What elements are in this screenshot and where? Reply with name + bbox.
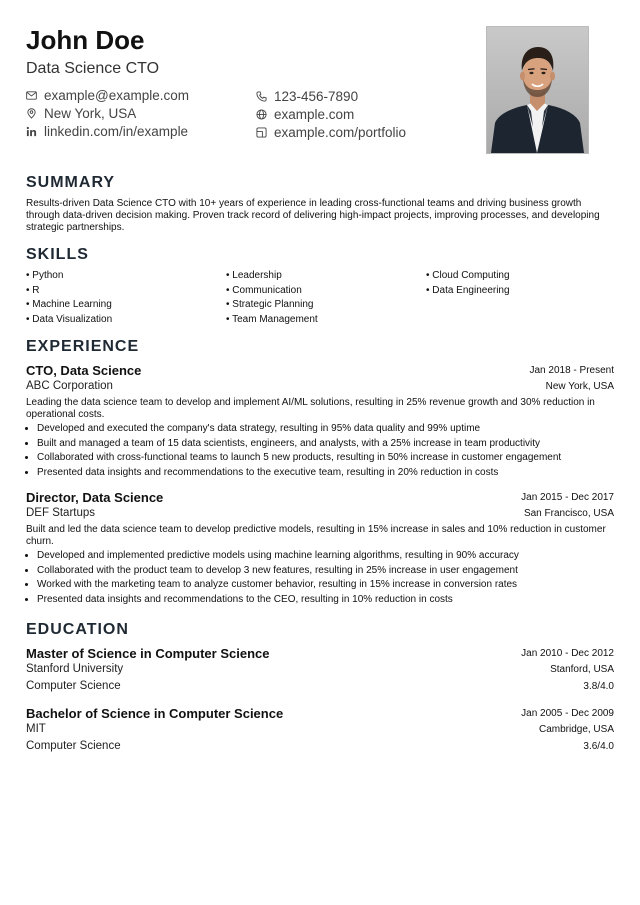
education-dates: Jan 2005 - Dec 2009	[521, 708, 614, 719]
school-location: Stanford, USA	[550, 664, 614, 675]
contact-website-text: example.com	[274, 107, 355, 122]
job-description: Leading the data science team to develop and implement AI/ML solutions, resulting in 25% revenue growth and 30% reduction in operational costs.	[26, 397, 595, 420]
skill-item: • Leadership	[226, 270, 282, 281]
linkedin-icon	[26, 126, 37, 137]
contact-phone-text: 123-456-7890	[274, 89, 359, 104]
portfolio-icon	[256, 127, 267, 138]
degree-title: Master of Science in Computer Science	[26, 646, 270, 661]
school-name: Stanford University	[26, 663, 124, 675]
contact-location	[26, 106, 136, 121]
job-title: Director, Data Science	[26, 490, 164, 505]
contact-portfolio-text: example.com/portfolio	[274, 125, 407, 140]
candidate-headline: Data Science CTO	[26, 60, 160, 77]
degree-title: Bachelor of Science in Computer Science	[26, 706, 284, 721]
list-item: • Presented data insights and recommendations to the CEO, resulting in 10% reduction in costs	[37, 593, 614, 608]
skill-item: • Team Management	[226, 313, 318, 325]
location-pin-icon	[26, 108, 37, 119]
list-item: • Developed and executed the company's data strategy, resulting in 95% data quality and 99% uptime	[37, 422, 614, 437]
profile-photo	[486, 26, 589, 154]
skill-item: • Communication	[226, 284, 302, 296]
job-location: San Francisco, USA	[523, 508, 614, 519]
list-item: • Collaborated with the product team to develop 3 new features, resulting in 25% increase in user engagement	[37, 564, 614, 579]
contact-location-text: New York, USA	[44, 106, 137, 121]
school-name: MIT	[26, 723, 46, 735]
skill-item: • R	[26, 284, 40, 296]
list-item: • Presented data insights and recommendations to the executive team, resulting in 20% reduction in costs	[37, 466, 614, 481]
list-item: • Built and managed a team of 15 data scientists, engineers, and analysts, with a 25% increase in team productivity	[37, 437, 614, 452]
job-dates: Jan 2018 - Present	[529, 365, 614, 376]
field-of-study: Computer Science	[26, 740, 121, 752]
summary-text: Results-driven Data Science CTO with 10+ years of experience in leading cross-functional teams and driving business growth through data-driven decision making. Proven track record of delivering high-impact projects, improving processes, and developing strategic partnerships.	[26, 198, 600, 233]
list-item: • Collaborated with cross-functional teams to launch 5 new products, resulting in 50% increase in customer engagement	[37, 451, 614, 466]
list-item: • Worked with the marketing team to analyze customer behavior, resulting in 15% increase in conversion rates	[37, 578, 614, 593]
contact-email[interactable]	[26, 88, 189, 103]
section-title-experience: EXPERIENCE	[26, 338, 140, 355]
education-entry	[26, 646, 614, 697]
education-dates: Jan 2010 - Dec 2012	[521, 648, 614, 659]
experience-entry	[26, 363, 614, 480]
skill-item: • Strategic Planning	[226, 299, 314, 310]
section-title-summary: SUMMARY	[26, 174, 116, 191]
mail-icon	[26, 90, 37, 101]
gpa: 3.8/4.0	[583, 681, 614, 692]
experience-entry	[26, 490, 614, 607]
skill-item: • Machine Learning	[26, 299, 112, 310]
contact-linkedin-text: linkedin.com/in/example	[44, 124, 189, 139]
phone-icon	[256, 91, 267, 102]
contact-email-text: example@example.com	[44, 88, 190, 103]
school-location: Cambridge, USA	[538, 724, 614, 735]
skill-item: • Data Visualization	[26, 313, 113, 325]
section-title-education: EDUCATION	[26, 621, 129, 638]
job-achievements	[26, 549, 614, 607]
section-title-skills: SKILLS	[26, 246, 89, 263]
job-company: DEF Startups	[26, 507, 96, 519]
gpa: 3.6/4.0	[583, 741, 614, 752]
job-title: CTO, Data Science	[26, 363, 142, 378]
globe-icon	[256, 109, 267, 120]
job-description: Built and led the data science team to develop predictive models, resulting in 15% increase in sales and 10% reduction in customer churn.	[26, 524, 606, 547]
job-company: ABC Corporation	[26, 380, 113, 392]
candidate-name: John Doe	[26, 25, 145, 55]
skill-item: • Data Engineering	[426, 284, 510, 296]
contact-portfolio[interactable]	[256, 125, 406, 140]
skill-item: • Python	[26, 270, 64, 281]
contact-linkedin[interactable]	[26, 124, 188, 139]
job-dates: Jan 2015 - Dec 2017	[521, 492, 614, 503]
profile-photo-image	[487, 27, 588, 153]
field-of-study: Computer Science	[26, 680, 121, 692]
resume-page	[26, 24, 614, 752]
skill-item: • Cloud Computing	[426, 270, 510, 281]
contact-phone[interactable]	[256, 89, 358, 104]
list-item: • Developed and implemented predictive models using machine learning algorithms, resulting in 90% accuracy	[37, 549, 614, 564]
education-entry	[26, 706, 614, 757]
job-location: New York, USA	[545, 381, 614, 392]
contact-website[interactable]	[256, 107, 354, 122]
job-achievements	[26, 422, 614, 480]
